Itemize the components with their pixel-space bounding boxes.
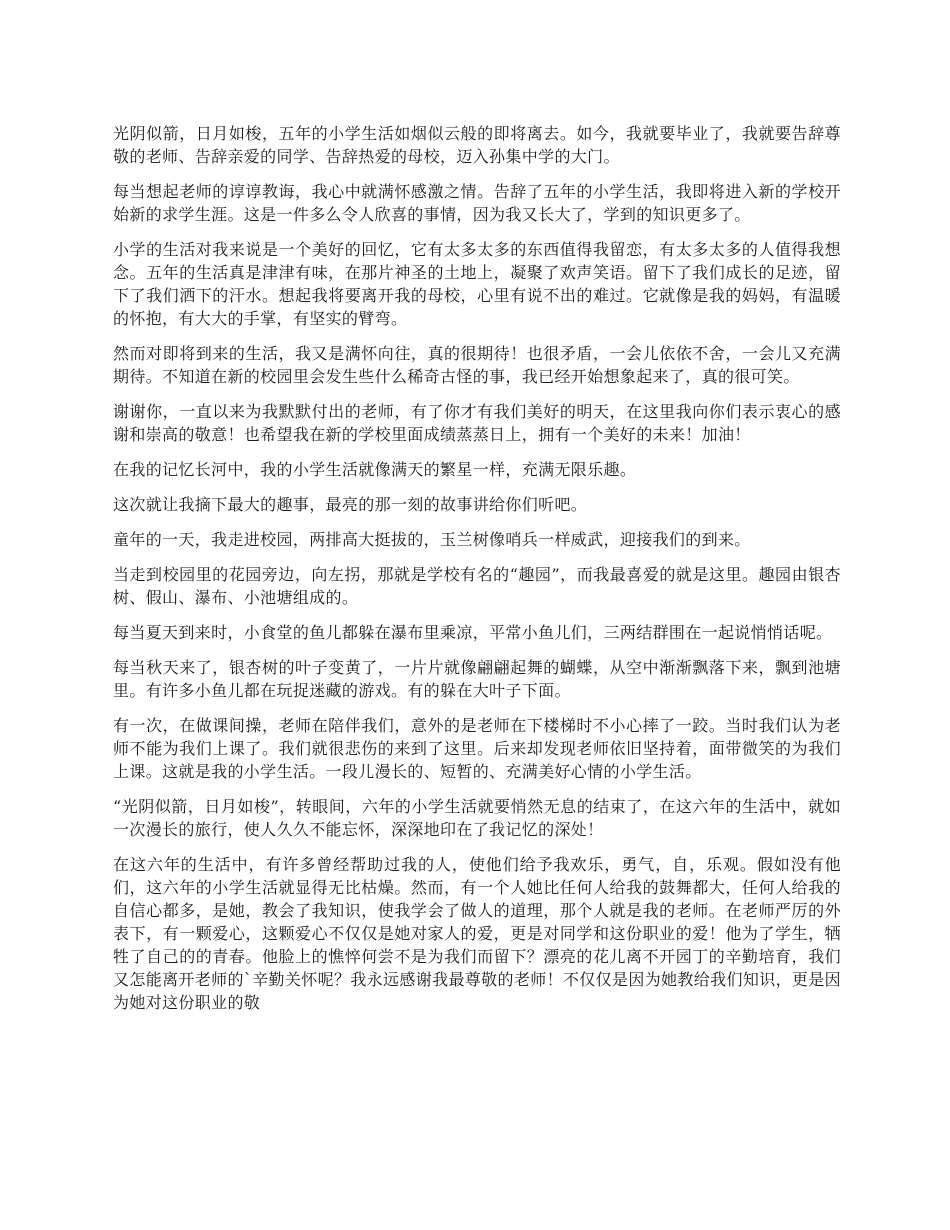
paragraph-8: 童年的一天，我走进校园，两排高大挺拔的，玉兰树像哨兵一样威武，迎接我们的到来。: [113, 530, 751, 549]
paragraph-4: 然而对即将到来的生活，我又是满怀向往，真的很期待！也很矛盾，一会儿依依不舍，一会儿又充满期待。不知道在新的校园里会发生些什么稀奇古怪的事，我已经开始想象起来了，真的很可笑。: [113, 344, 841, 386]
paragraph-14: 在这六年的生活中，有许多曾经帮助过我的人，使他们给予我欢乐，勇气，自，乐观。假如没有他们，这六年的小学生活就显得无比枯燥。然而，有一个人她比任何人给我的鼓舞都大，任何人给我的自信心都多，是她，教会了我知识，使我学会了做人的道理，那个人就是我的老师。在老师严厉的外表下，有一颗爱心，这颗爱心不仅仅是她对家人的爱，更是对同学和这份职业的爱！他为了学生，牺牲了自己的的青春。他脸上的憔悴何尝不是为我们而留下？漂亮的花儿离不开园丁的辛勤培育，我们又怎能离开老师的`辛勤关怀呢？我永远感谢我最尊敬的老师！不仅仅是因为她教给我们知识，更是因为她对这份职业的敬: [113, 855, 841, 1012]
paragraph-9: 当走到校园里的花园旁边，向左拐，那就是学校有名的“趣园”，而我最喜爱的就是这里。趣园由银杏树、假山、瀑布、小池塘组成的。: [113, 565, 841, 607]
paragraph-10: 每当夏天到来时，小食堂的鱼儿都躲在瀑布里乘凉，平常小鱼儿们，三两结群围在一起说悄悄话呢。: [113, 623, 833, 642]
paragraph-7: 这次就让我摘下最大的趣事，最亮的那一刻的故事讲给你们听吧。: [113, 495, 588, 514]
paragraph-3: 小学的生活对我来说是一个美好的回忆，它有太多太多的东西值得我留恋，有太多太多的人值得我想念。五年的生活真是津津有味，在那片神圣的土地上，凝聚了欢声笑语。留下了我们成长的足迹，留下了我们洒下的汗水。想起我将要离开我的母校，心里有说不出的难过。它就像是我的妈妈，有温暖的怀抱，有大大的手掌，有坚实的臂弯。: [113, 240, 841, 328]
paragraph-2: 每当想起老师的谆谆教诲，我心中就满怀感激之情。告辞了五年的小学生活，我即将进入新的学校开始新的求学生涯。这是一件多么令人欣喜的事情，因为我又长大了，学到的知识更多了。: [113, 182, 841, 224]
paragraph-5: 谢谢你，一直以来为我默默付出的老师，有了你才有我们美好的明天，在这里我向你们表示衷心的感谢和崇高的敬意！也希望我在新的学校里面成绩蒸蒸日上，拥有一个美好的未来！加油！: [113, 402, 841, 444]
paragraph-1: 光阴似箭，日月如梭，五年的小学生活如烟似云般的即将离去。如今，我就要毕业了，我就要告辞尊敬的老师、告辞亲爱的同学、告辞热爱的母校，迈入孙集中学的大门。: [113, 124, 841, 166]
paragraph-11: 每当秋天来了，银杏树的叶子变黄了，一片片就像翩翩起舞的蝴蝶，从空中渐渐飘落下来，飘到池塘里。有许多小鱼儿都在玩捉迷藏的游戏。有的躲在大叶子下面。: [113, 658, 841, 700]
document-body: [113, 122, 841, 1026]
paragraph-13: “光阴似箭，日月如梭”，转眼间，六年的小学生活就要悄然无息的结束了，在这六年的生活中，就如一次漫长的旅行，使人久久不能忘怀，深深地印在了我记忆的深处！: [113, 797, 841, 839]
paragraph-6: 在我的记忆长河中，我的小学生活就像满天的繁星一样，充满无限乐趣。: [113, 460, 637, 479]
paragraph-12: 有一次，在做课间操，老师在陪伴我们，意外的是老师在下楼梯时不小心摔了一跤。当时我们认为老师不能为我们上课了。我们就很悲伤的来到了这里。后来却发现老师依旧坚持着，面带微笑的为我们上课。这就是我的小学生活。一段儿漫长的、短暂的、充满美好心情的小学生活。: [113, 716, 841, 781]
